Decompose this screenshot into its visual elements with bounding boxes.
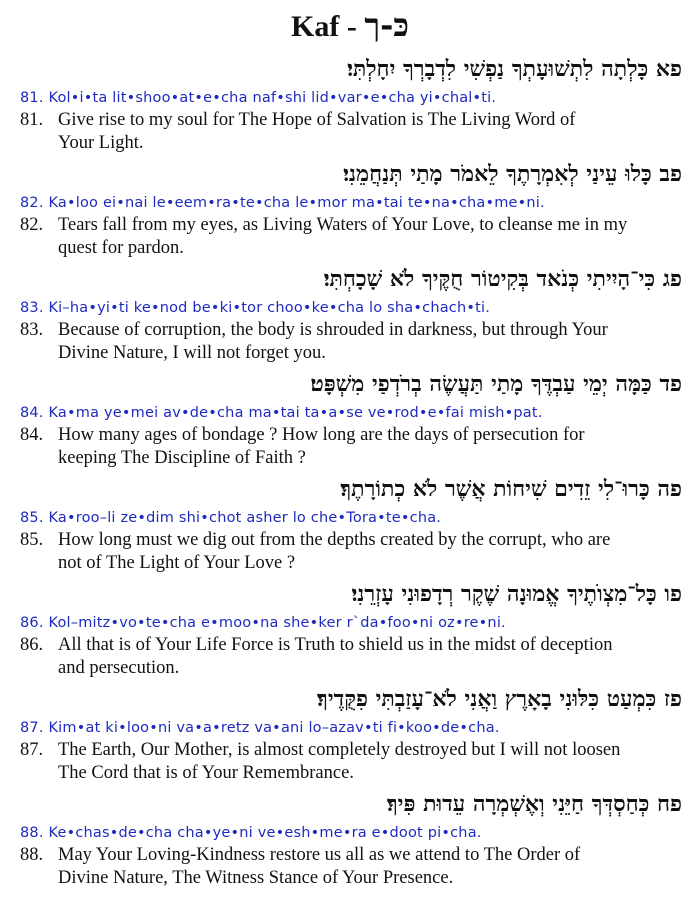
verse-transliteration: 87. Kim•at ki•loo•ni va•a•retz va•ani lo–azav•ti fi•koo•de•cha. xyxy=(20,720,500,736)
verse-translation-line: Divine Nature, I will not forget you. xyxy=(58,343,326,363)
verse-block xyxy=(0,682,700,787)
verse-translation-line: How long must we dig out from the depths created by the corrupt, who are xyxy=(58,530,611,550)
verse-translation-line: quest for pardon. xyxy=(58,238,184,258)
verse-transliteration: 82. Ka•loo ei•nai le•eem•ra•te•cha le•mor ma•tai te•na•cha•me•ni. xyxy=(20,195,545,211)
verse-translation-line: Your Light. xyxy=(58,133,144,153)
verse-hebrew: פב כָּלוּ עֵינַי לְאִמְרָתֶךָ לֵאמֹר מָתַי תְּנַחֲמֵנִי׃ xyxy=(343,161,682,187)
verse-transliteration: 88. Ke•chas•de•cha cha•ye•ni ve•esh•me•ra e•doot pi•cha. xyxy=(20,825,482,841)
verse-translation-line: The Earth, Our Mother, is almost completely destroyed but I will not loosen xyxy=(58,740,621,760)
verse-hebrew: פז כִּמְעַט כִּלּוּנִי בָאָרֶץ וַאֲנִי לֹא־עָזַבְתִּי פִקֻּדֶיךָ׃ xyxy=(317,686,682,712)
verse-block xyxy=(0,52,700,157)
verse-number: 81. xyxy=(20,110,44,130)
verse-number: 86. xyxy=(20,635,44,655)
verse-translation-line: not of The Light of Your Love ? xyxy=(58,553,296,573)
verse-transliteration: 85. Ka•roo–li ze•dim shi•chot asher lo che•Tora•te•cha. xyxy=(20,510,442,526)
verse-translation-line: The Cord that is of Your Remembrance. xyxy=(58,763,354,783)
verse-hebrew: פח כְּחַסְדְּךָ חַיֵּנִי וְאֶשְׁמְרָה עֵדוּת פִּיךָ׃ xyxy=(386,791,682,817)
verse-block xyxy=(0,472,700,577)
title-hebrew: כּ-ך xyxy=(364,6,409,44)
verse-hebrew: פא כָּלְתָה לִתְשׁוּעָתְךָ נַפְשִׁי לִדְבָרְךָ יִחָלְתִּי׃ xyxy=(347,56,682,82)
verse-translation-line: Tears fall from my eyes, as Living Waters of Your Love, to cleanse me in my xyxy=(58,215,628,235)
page-title xyxy=(0,6,700,44)
verse-block xyxy=(0,577,700,682)
verse-translation-line: Because of corruption, the body is shrouded in darkness, but through Your xyxy=(58,320,608,340)
verse-number: 84. xyxy=(20,425,44,445)
verse-hebrew: פד כַּמָּה יְמֵי עַבְדֶּךָ מָתַי תַּעֲשֶׂה בְרֹדְפַי מִשְׁפָּט׃ xyxy=(310,371,682,397)
verse-translation-line: How many ages of bondage ? How long are the days of persecution for xyxy=(58,425,585,445)
verse-hebrew: פג כִּי־הָיִיתִי כְּנֹאד בְּקִיטוֹר חֻקֶּיךָ לֹא שָׁכָחְתִּי׃ xyxy=(323,266,682,292)
verse-transliteration: 86. Kol–mitz•vo•te•cha e•moo•na she•ker r`da•foo•ni oz•re•ni. xyxy=(20,615,506,631)
verse-translation-line: Give rise to my soul for The Hope of Salvation is The Living Word of xyxy=(58,110,576,130)
verse-transliteration: 81. Kol•i•ta lit•shoo•at•e•cha naf•shi lid•var•e•cha yi•chal•ti. xyxy=(20,90,497,106)
verse-block xyxy=(0,367,700,472)
verse-translation-line: keeping The Discipline of Faith ? xyxy=(58,448,306,468)
title-latin: Kaf - xyxy=(291,10,357,43)
verse-block xyxy=(0,787,700,892)
verse-number: 85. xyxy=(20,530,44,550)
verse-number: 82. xyxy=(20,215,44,235)
verse-block xyxy=(0,157,700,262)
verse-translation-line: May Your Loving-Kindness restore us all as we attend to The Order of xyxy=(58,845,581,865)
verse-transliteration: 84. Ka•ma ye•mei av•de•cha ma•tai ta•a•se ve•rod•e•fai mish•pat. xyxy=(20,405,543,421)
verse-hebrew: פו כָּל־מִצְוֺתֶיךָ אֱמוּנָה שֶׁקֶר רְדָפוּנִי עָזְרֵנִי׃ xyxy=(351,581,682,607)
verse-translation-line: Divine Nature, The Witness Stance of Your Presence. xyxy=(58,868,454,888)
verse-transliteration: 83. Ki–ha•yi•ti ke•nod be•ki•tor choo•ke•cha lo sha•chach•ti. xyxy=(20,300,491,316)
verse-number: 87. xyxy=(20,740,44,760)
verse-list xyxy=(0,52,700,892)
verse-number: 83. xyxy=(20,320,44,340)
verse-number: 88. xyxy=(20,845,44,865)
verse-translation-line: and persecution. xyxy=(58,658,180,678)
verse-hebrew: פה כָּרוּ־לִי זֵדִים שִׁיחוֹת אֲשֶׁר לֹא כְתוֹרָתֶךָ׃ xyxy=(340,476,682,502)
verse-block xyxy=(0,262,700,367)
verse-translation-line: All that is of Your Life Force is Truth to shield us in the midst of deception xyxy=(58,635,613,655)
